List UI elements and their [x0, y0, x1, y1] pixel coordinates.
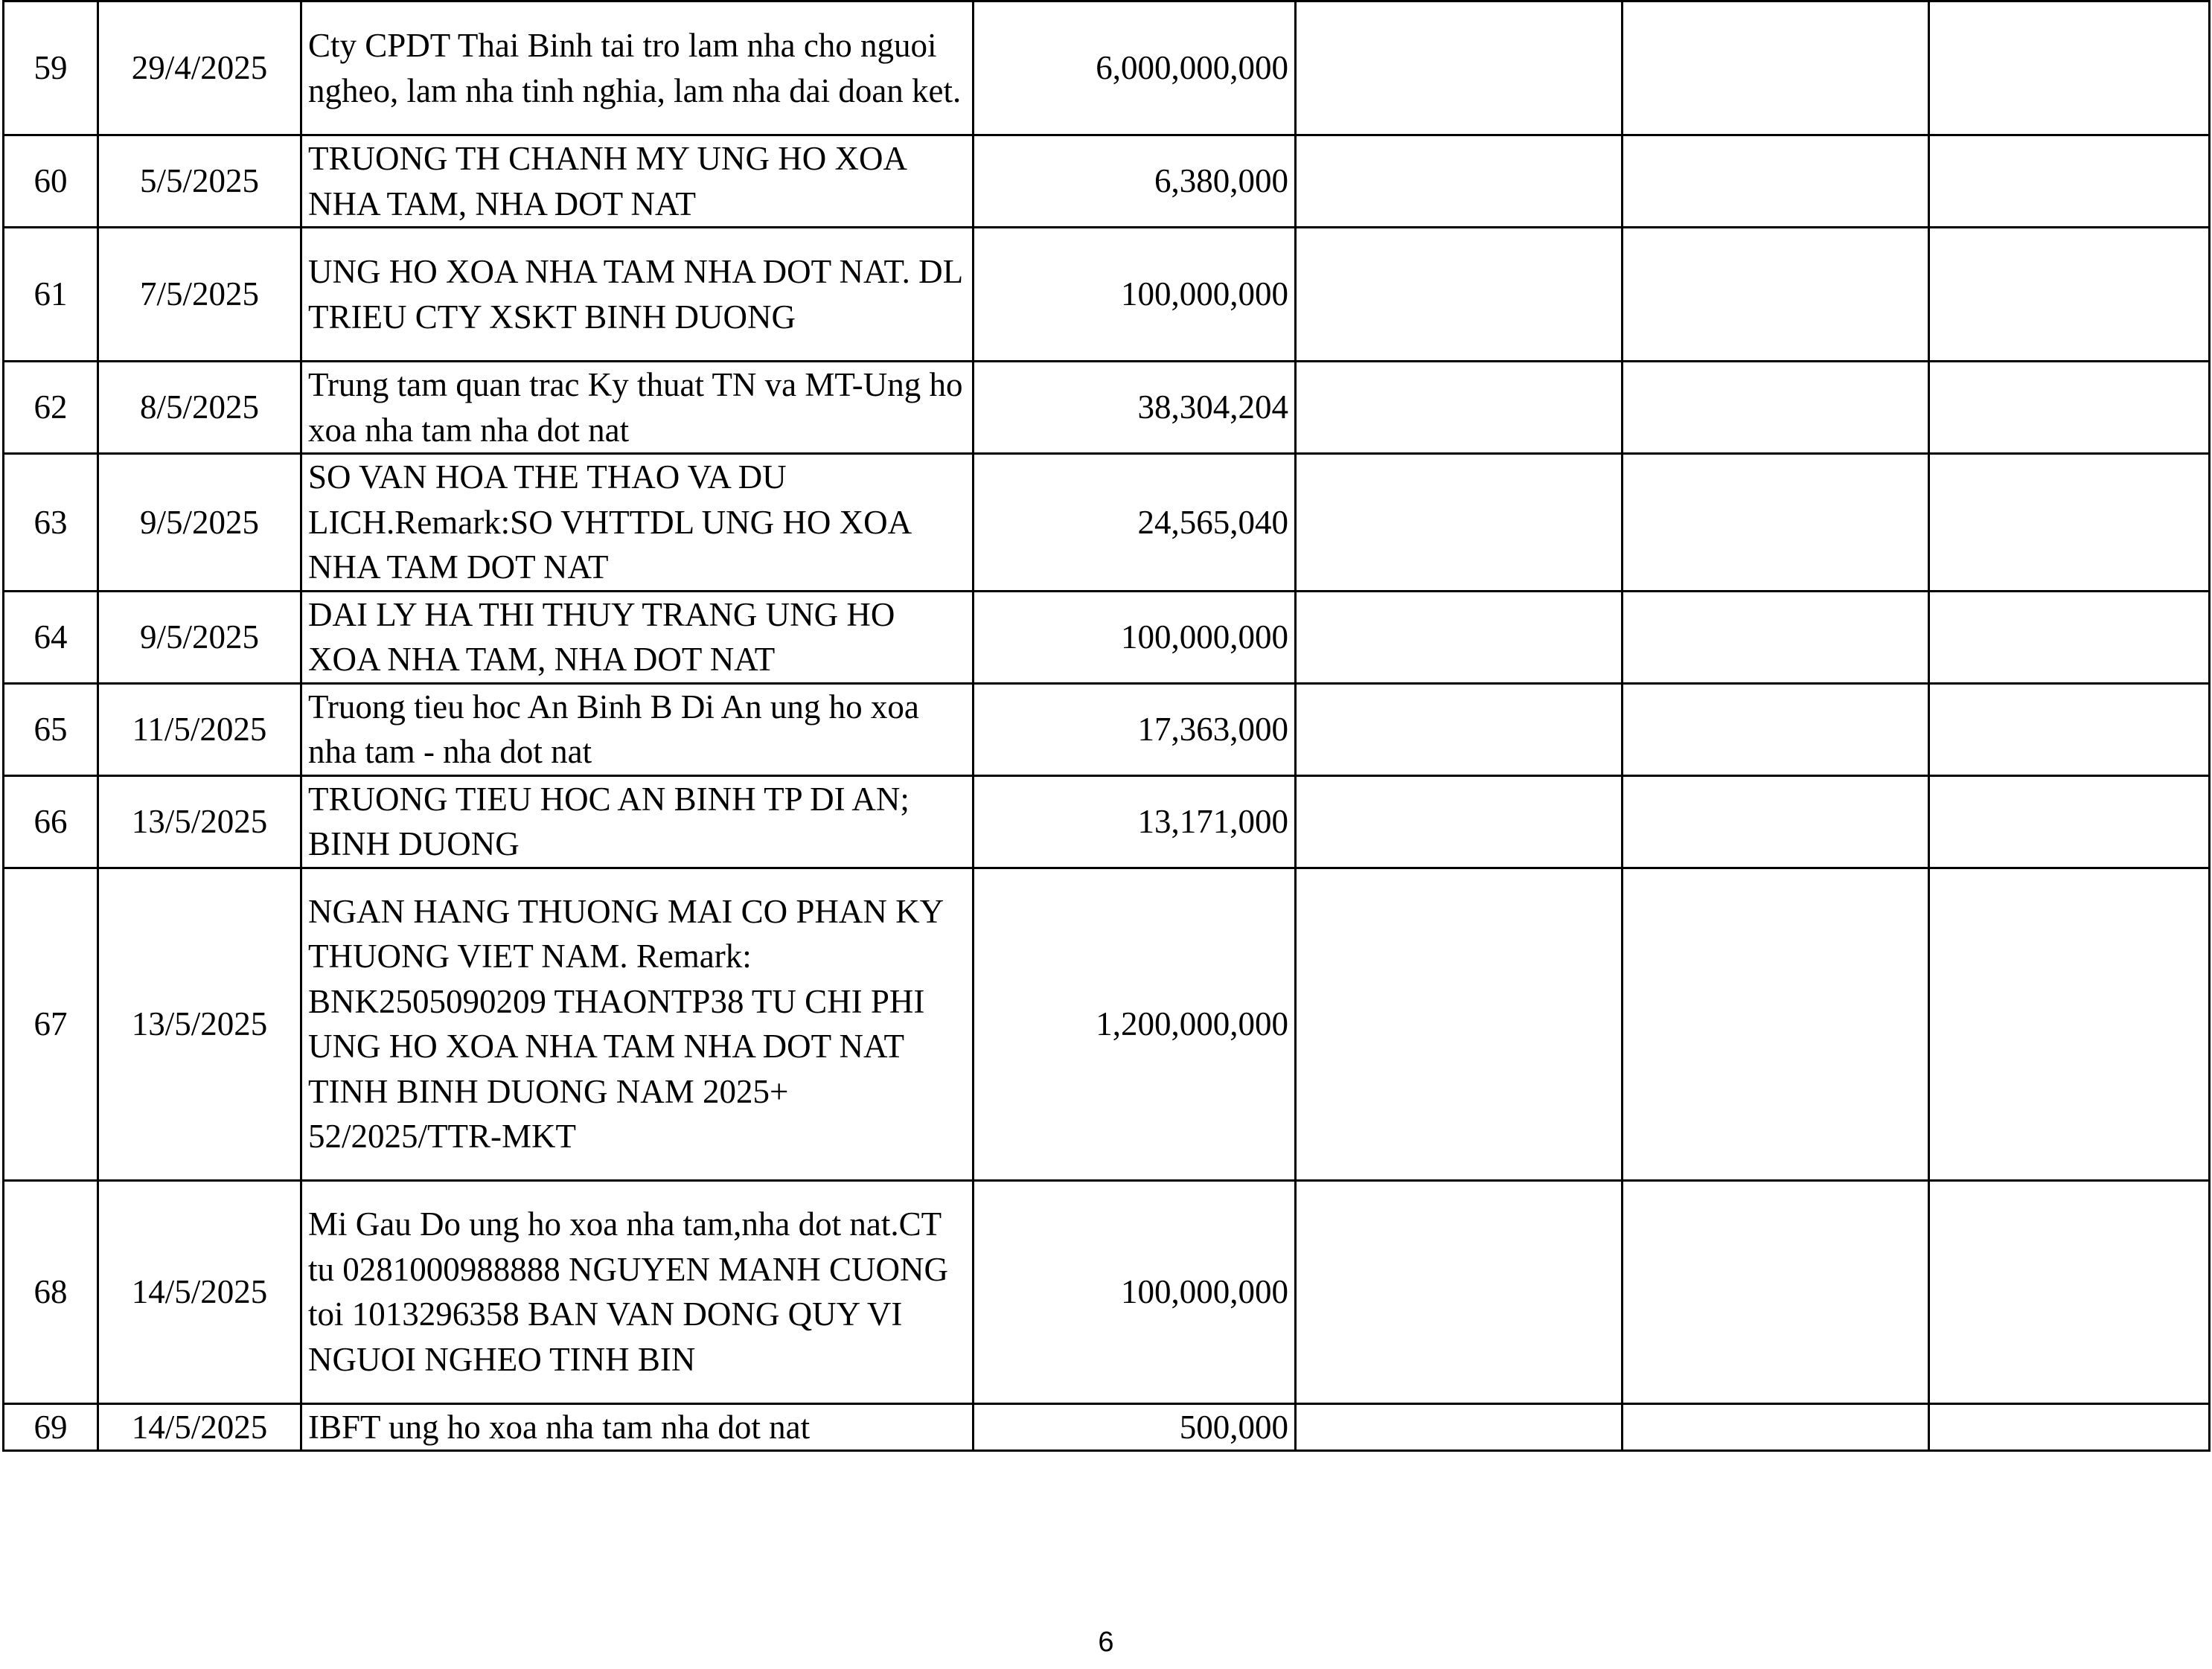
row-number: 59	[4, 1, 98, 135]
empty-cell	[1929, 868, 2210, 1180]
empty-cell	[1623, 683, 1929, 775]
row-date: 5/5/2025	[98, 135, 301, 228]
row-date: 13/5/2025	[98, 775, 301, 868]
empty-cell	[1296, 228, 1623, 362]
empty-cell	[1929, 362, 2210, 454]
row-amount: 24,565,040	[974, 454, 1296, 592]
empty-cell	[1296, 683, 1623, 775]
row-description: Truong tieu hoc An Binh B Di An ung ho xoa nha tam - nha dot nat	[301, 683, 974, 775]
empty-cell	[1296, 868, 1623, 1180]
row-amount: 6,380,000	[974, 135, 1296, 228]
table-row	[4, 454, 2210, 592]
row-date: 14/5/2025	[98, 1180, 301, 1403]
table-row	[4, 591, 2210, 683]
table-row	[4, 135, 2210, 228]
row-date: 13/5/2025	[98, 868, 301, 1180]
empty-cell	[1929, 135, 2210, 228]
row-amount: 17,363,000	[974, 683, 1296, 775]
row-date: 14/5/2025	[98, 1403, 301, 1451]
row-description: DAI LY HA THI THUY TRANG UNG HO XOA NHA TAM, NHA DOT NAT	[301, 591, 974, 683]
row-number: 69	[4, 1403, 98, 1451]
table-row	[4, 683, 2210, 775]
row-description: Cty CPDT Thai Binh tai tro lam nha cho nguoi ngheo, lam nha tinh nghia, lam nha dai doan ket.	[301, 1, 974, 135]
empty-cell	[1296, 362, 1623, 454]
empty-cell	[1296, 591, 1623, 683]
row-number: 65	[4, 683, 98, 775]
empty-cell	[1623, 135, 1929, 228]
row-description: TRUONG TH CHANH MY UNG HO XOA NHA TAM, NHA DOT NAT	[301, 135, 974, 228]
row-number: 60	[4, 135, 98, 228]
row-description: SO VAN HOA THE THAO VA DU LICH.Remark:SO VHTTDL UNG HO XOA NHA TAM DOT NAT	[301, 454, 974, 592]
table-row	[4, 362, 2210, 454]
row-number: 61	[4, 228, 98, 362]
row-description: TRUONG TIEU HOC AN BINH TP DI AN; BINH DUONG	[301, 775, 974, 868]
row-amount: 100,000,000	[974, 591, 1296, 683]
row-description: Mi Gau Do ung ho xoa nha tam,nha dot nat.CT tu 0281000988888 NGUYEN MANH CUONG toi 1013296358 BAN VAN DONG QUY VI NGUOI NGHEO TINH BIN	[301, 1180, 974, 1403]
empty-cell	[1296, 1180, 1623, 1403]
table-row	[4, 1180, 2210, 1403]
row-number: 66	[4, 775, 98, 868]
empty-cell	[1623, 362, 1929, 454]
empty-cell	[1623, 1180, 1929, 1403]
row-amount: 500,000	[974, 1403, 1296, 1451]
empty-cell	[1623, 454, 1929, 592]
row-number: 67	[4, 868, 98, 1180]
row-description: UNG HO XOA NHA TAM NHA DOT NAT. DL TRIEU CTY XSKT BINH DUONG	[301, 228, 974, 362]
table-row	[4, 868, 2210, 1180]
empty-cell	[1929, 1403, 2210, 1451]
empty-cell	[1623, 1, 1929, 135]
row-number: 68	[4, 1180, 98, 1403]
table-row	[4, 228, 2210, 362]
empty-cell	[1929, 683, 2210, 775]
row-amount: 38,304,204	[974, 362, 1296, 454]
empty-cell	[1623, 591, 1929, 683]
row-amount: 1,200,000,000	[974, 868, 1296, 1180]
row-date: 11/5/2025	[98, 683, 301, 775]
row-date: 7/5/2025	[98, 228, 301, 362]
row-description: IBFT ung ho xoa nha tam nha dot nat	[301, 1403, 974, 1451]
row-amount: 13,171,000	[974, 775, 1296, 868]
table-row	[4, 775, 2210, 868]
empty-cell	[1623, 868, 1929, 1180]
page-number: 6	[1098, 1627, 1114, 1658]
row-description: NGAN HANG THUONG MAI CO PHAN KY THUONG VIET NAM. Remark: BNK2505090209 THAONTP38 TU CHI PHI UNG HO XOA NHA TAM NHA DOT NAT TINH BINH DUONG NAM 2025+ 52/2025/TTR-MKT	[301, 868, 974, 1180]
table-row	[4, 1, 2210, 135]
empty-cell	[1929, 1, 2210, 135]
row-date: 9/5/2025	[98, 454, 301, 592]
row-number: 63	[4, 454, 98, 592]
empty-cell	[1296, 135, 1623, 228]
empty-cell	[1929, 454, 2210, 592]
row-date: 8/5/2025	[98, 362, 301, 454]
empty-cell	[1296, 775, 1623, 868]
empty-cell	[1929, 591, 2210, 683]
empty-cell	[1929, 1180, 2210, 1403]
empty-cell	[1623, 775, 1929, 868]
empty-cell	[1623, 1403, 1929, 1451]
row-date: 29/4/2025	[98, 1, 301, 135]
empty-cell	[1929, 775, 2210, 868]
empty-cell	[1929, 228, 2210, 362]
row-amount: 100,000,000	[974, 1180, 1296, 1403]
row-date: 9/5/2025	[98, 591, 301, 683]
row-description: Trung tam quan trac Ky thuat TN va MT-Ung ho xoa nha tam nha dot nat	[301, 362, 974, 454]
table-row	[4, 1403, 2210, 1451]
empty-cell	[1296, 1403, 1623, 1451]
empty-cell	[1623, 228, 1929, 362]
donation-ledger-table	[2, 0, 2211, 1452]
row-number: 64	[4, 591, 98, 683]
row-amount: 100,000,000	[974, 228, 1296, 362]
row-amount: 6,000,000,000	[974, 1, 1296, 135]
empty-cell	[1296, 1, 1623, 135]
row-number: 62	[4, 362, 98, 454]
empty-cell	[1296, 454, 1623, 592]
